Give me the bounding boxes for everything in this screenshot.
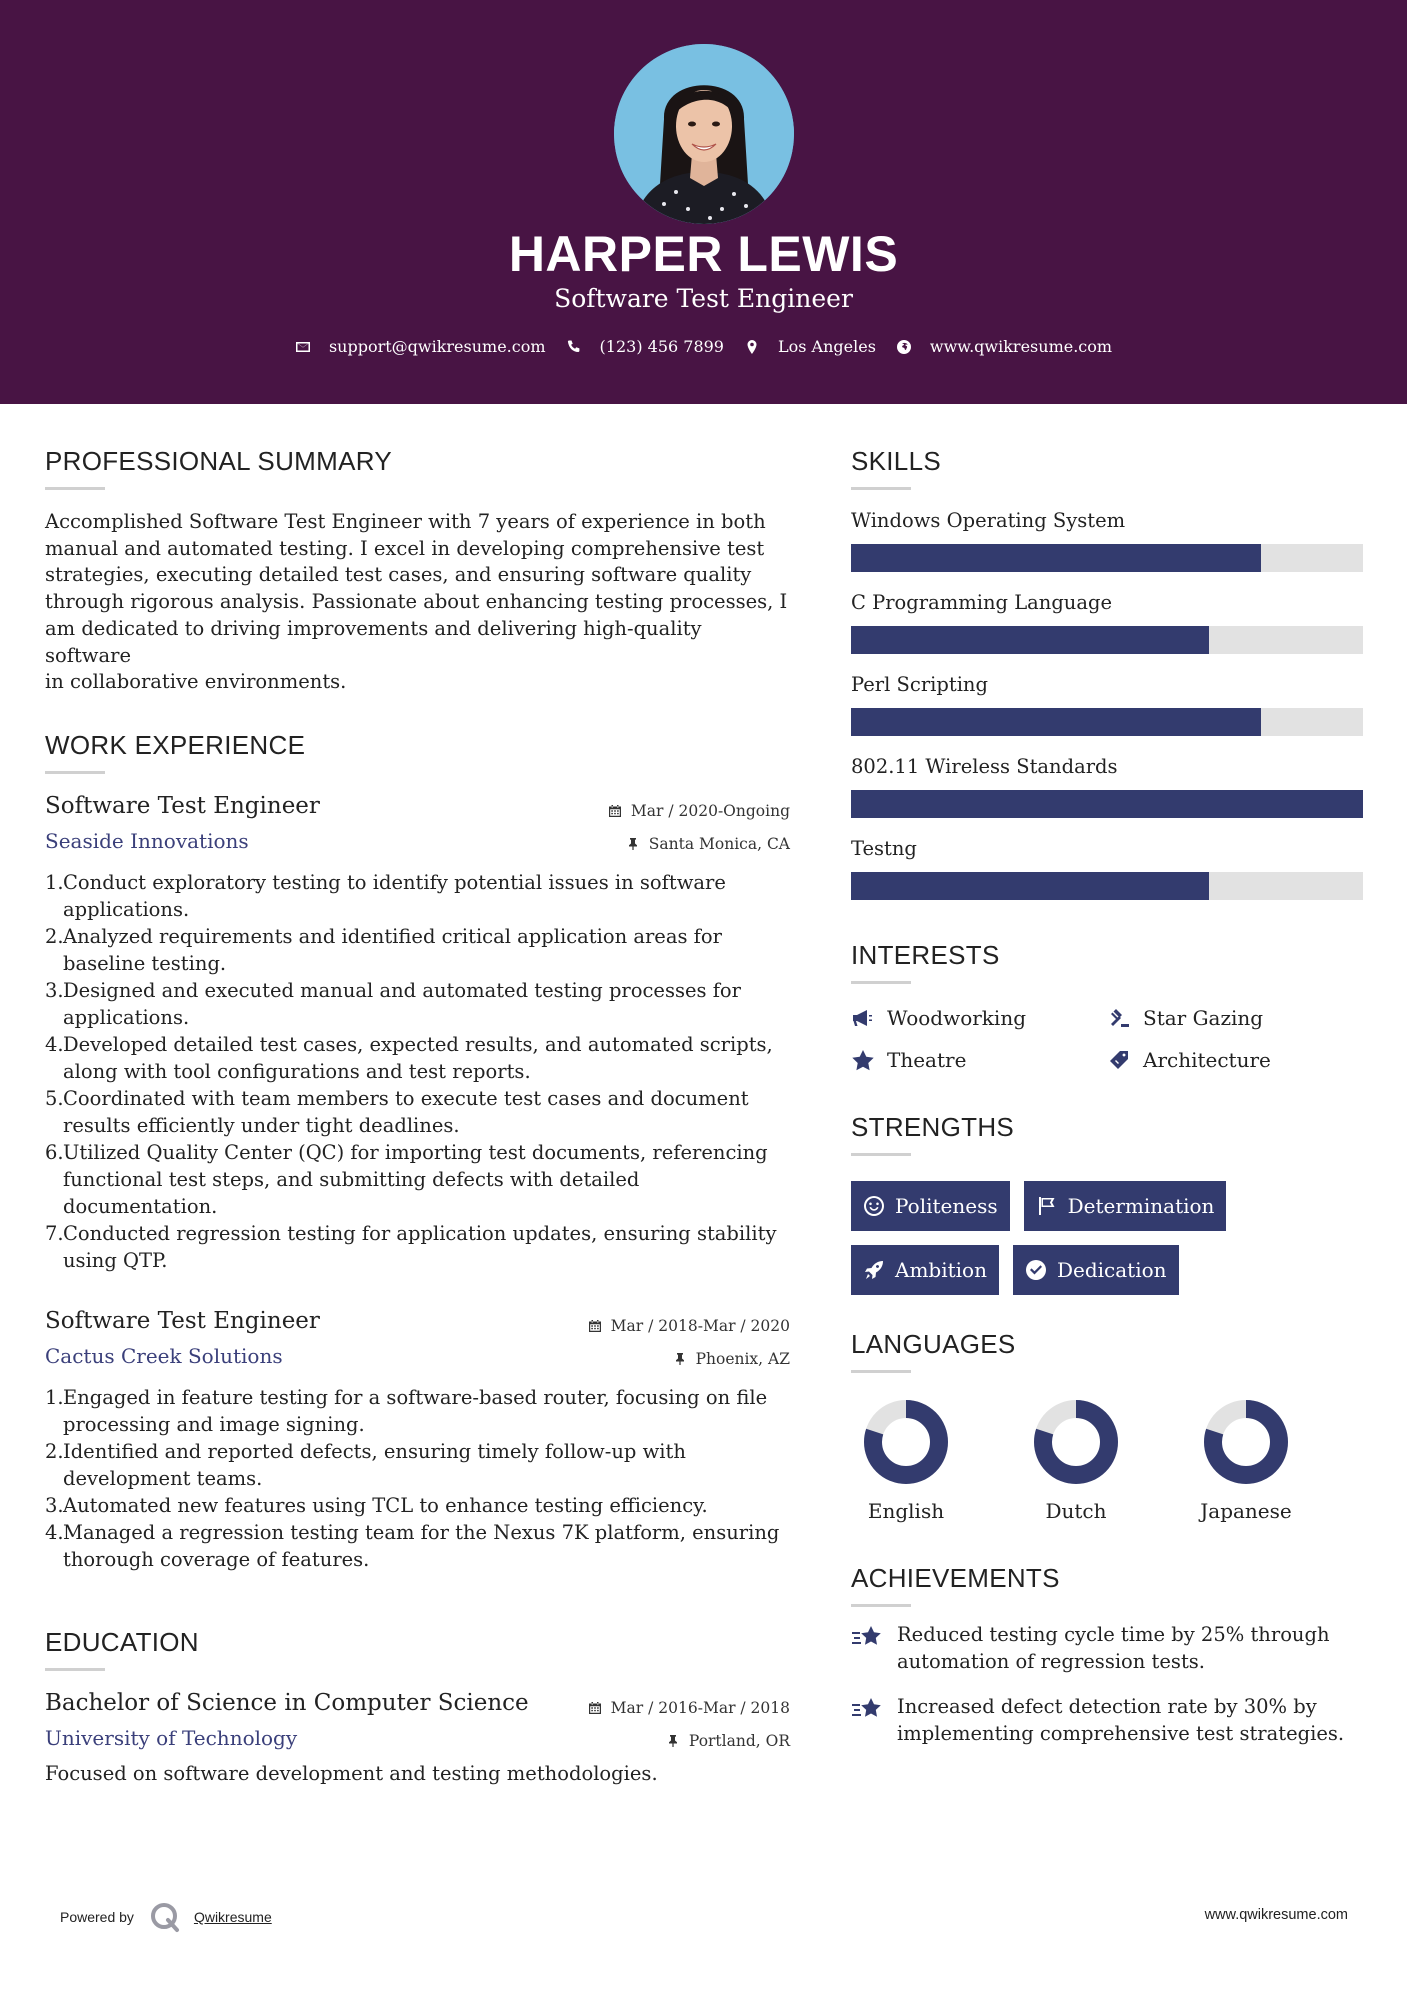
language-name: Japanese bbox=[1200, 1499, 1292, 1523]
map-pin-icon bbox=[744, 339, 760, 355]
strength-chip bbox=[1013, 1245, 1179, 1295]
bullet-line: results efficiently under tight deadlines. bbox=[63, 1113, 460, 1137]
interest-label: Woodworking bbox=[887, 1006, 1027, 1030]
strength-label: Ambition bbox=[895, 1258, 987, 1282]
tag-icon bbox=[1107, 1049, 1131, 1071]
list-item bbox=[45, 1085, 790, 1139]
interest-item bbox=[851, 1006, 1107, 1030]
language-donut bbox=[1032, 1398, 1120, 1486]
contact-bar bbox=[0, 337, 1407, 356]
contact-location-text: Los Angeles bbox=[777, 337, 876, 356]
skill-bar bbox=[851, 708, 1363, 736]
bullet-line: Utilized Quality Center (QC) for importing test documents, referencing bbox=[63, 1140, 768, 1164]
rocket-icon bbox=[863, 1259, 885, 1281]
skill-item bbox=[851, 509, 1363, 572]
bullet-line: Coordinated with team members to execute test cases and document bbox=[63, 1086, 749, 1110]
check-circle-icon bbox=[1025, 1259, 1047, 1281]
bullet-line: thorough coverage of features. bbox=[63, 1547, 370, 1571]
skill-bar-fill bbox=[851, 708, 1261, 736]
summary-text bbox=[45, 509, 790, 696]
calendar-icon bbox=[588, 1319, 602, 1333]
bullet-line: applications. bbox=[63, 897, 190, 921]
strength-chip bbox=[1024, 1181, 1227, 1231]
language-donut bbox=[862, 1398, 950, 1486]
pushpin-icon bbox=[666, 1734, 680, 1748]
bullet-number: 3. bbox=[45, 978, 64, 1002]
achievement-line: automation of regression tests. bbox=[897, 1650, 1205, 1673]
contact-phone-text: (123) 456 7899 bbox=[599, 337, 724, 356]
summary-line: am dedicated to driving improvements and delivering high-quality software bbox=[45, 616, 702, 667]
resume-header bbox=[0, 0, 1407, 404]
skill-bar-fill bbox=[851, 790, 1363, 818]
interest-item bbox=[1107, 1048, 1363, 1072]
job-dates-text: Mar / 2020-Ongoing bbox=[630, 801, 790, 820]
education-entry bbox=[45, 1690, 790, 1785]
achievement-item bbox=[851, 1693, 1363, 1747]
degree-title: Bachelor of Science in Computer Science bbox=[45, 1689, 529, 1716]
job-dates-text: Mar / 2018-Mar / 2020 bbox=[610, 1316, 790, 1335]
bullet-line: using QTP. bbox=[63, 1248, 168, 1272]
strength-label: Determination bbox=[1067, 1194, 1215, 1218]
list-item bbox=[45, 869, 790, 923]
section-title: EDUCATION bbox=[45, 1626, 199, 1657]
left-column bbox=[45, 446, 790, 1785]
powered-by-text: Powered by bbox=[60, 1909, 134, 1925]
section-title: INTERESTS bbox=[851, 940, 1000, 970]
skill-item bbox=[851, 673, 1363, 736]
skill-bar bbox=[851, 626, 1363, 654]
contact-website-text: www.qwikresume.com bbox=[929, 337, 1113, 356]
list-item bbox=[45, 1384, 790, 1438]
strength-label: Politeness bbox=[895, 1194, 998, 1218]
achievement-text bbox=[897, 1621, 1330, 1675]
achievement-item bbox=[851, 1621, 1363, 1675]
bullet-line: Managed a regression testing team for the Nexus 7K platform, ensuring bbox=[63, 1520, 780, 1544]
education-location-text: Portland, OR bbox=[688, 1731, 790, 1750]
interests-section bbox=[851, 940, 1363, 1072]
gavel-icon bbox=[1107, 1007, 1131, 1029]
footer-powered-by bbox=[60, 1900, 272, 1934]
job-location-text: Phoenix, AZ bbox=[695, 1349, 790, 1368]
language-item bbox=[991, 1398, 1161, 1523]
brand-link[interactable]: Qwikresume bbox=[193, 1909, 272, 1925]
pushpin-icon bbox=[673, 1352, 687, 1366]
skill-name: 802.11 Wireless Standards bbox=[851, 755, 1118, 778]
job-entry bbox=[45, 793, 790, 1274]
bullhorn-icon bbox=[851, 1007, 875, 1029]
contact-email[interactable] bbox=[295, 337, 546, 356]
summary-line: Accomplished Software Test Engineer with 7 years of experience in both bbox=[45, 510, 766, 533]
bullet-number: 2. bbox=[45, 924, 64, 948]
skill-item bbox=[851, 837, 1363, 900]
job-bullets bbox=[45, 869, 790, 1274]
skill-bar-fill bbox=[851, 626, 1209, 654]
skill-name: Windows Operating System bbox=[851, 509, 1126, 532]
summary-line: manual and automated testing. I excel in developing comprehensive test bbox=[45, 536, 765, 560]
job-dates bbox=[608, 799, 790, 823]
school-name: University of Technology bbox=[45, 1725, 298, 1750]
bullet-line: development teams. bbox=[63, 1466, 263, 1490]
job-location bbox=[608, 832, 790, 856]
skill-name: C Programming Language bbox=[851, 591, 1113, 614]
candidate-name: HARPER LEWIS bbox=[508, 226, 899, 282]
globe-icon bbox=[896, 339, 912, 355]
flag-icon bbox=[1036, 1195, 1058, 1217]
section-divider bbox=[851, 1370, 911, 1373]
bullet-line: Developed detailed test cases, expected results, and automated scripts, bbox=[63, 1032, 773, 1056]
skills-list bbox=[851, 509, 1363, 900]
education-meta bbox=[588, 1696, 790, 1762]
strengths-section bbox=[851, 1112, 1363, 1295]
strength-chip bbox=[851, 1181, 1010, 1231]
summary-line: through rigorous analysis. Passionate about enhancing testing processes, I bbox=[45, 590, 788, 614]
job-entry bbox=[45, 1308, 790, 1573]
candidate-title: Software Test Engineer bbox=[554, 284, 853, 313]
interest-label: Star Gazing bbox=[1143, 1006, 1264, 1030]
achievement-line: implementing comprehensive test strategies. bbox=[897, 1722, 1345, 1745]
experience-section bbox=[45, 730, 790, 1573]
qwikresume-logo-icon bbox=[148, 1900, 182, 1934]
section-title: WORK EXPERIENCE bbox=[45, 729, 306, 760]
interest-item bbox=[1107, 1006, 1363, 1030]
list-item bbox=[45, 1139, 790, 1220]
summary-line: strategies, executing detailed test cases, and ensuring software quality bbox=[45, 563, 752, 587]
job-company: Cactus Creek Solutions bbox=[45, 1343, 283, 1368]
strength-label: Dedication bbox=[1056, 1258, 1167, 1282]
skill-item bbox=[851, 591, 1363, 654]
footer-website[interactable]: www.qwikresume.com bbox=[1204, 1907, 1348, 1923]
portrait-illustration bbox=[614, 44, 794, 224]
bullet-number: 1. bbox=[45, 1385, 64, 1409]
bullet-number: 4. bbox=[45, 1520, 64, 1544]
contact-email-text: support@qwikresume.com bbox=[328, 337, 546, 356]
pushpin-icon bbox=[626, 837, 640, 851]
profile-photo bbox=[614, 44, 794, 224]
achievement-line: Increased defect detection rate by 30% by bbox=[897, 1695, 1317, 1718]
list-item bbox=[45, 923, 790, 977]
job-location-text: Santa Monica, CA bbox=[648, 834, 790, 853]
section-divider bbox=[45, 771, 105, 774]
shooting-star-icon bbox=[851, 1623, 885, 1653]
interests-list bbox=[851, 1006, 1363, 1072]
section-divider bbox=[45, 1668, 105, 1671]
right-column bbox=[851, 446, 1363, 1747]
section-title: ACHIEVEMENTS bbox=[851, 1563, 1060, 1593]
skill-bar bbox=[851, 790, 1363, 818]
skill-name: Perl Scripting bbox=[851, 673, 988, 696]
job-title: Software Test Engineer bbox=[45, 1307, 320, 1334]
job-meta bbox=[588, 1314, 790, 1380]
bullet-line: Conducted regression testing for application updates, ensuring stability bbox=[63, 1221, 777, 1245]
section-divider bbox=[851, 1604, 911, 1607]
bullet-number: 3. bbox=[45, 1493, 64, 1517]
bullet-number: 7. bbox=[45, 1221, 64, 1245]
language-donut bbox=[1202, 1398, 1290, 1486]
education-dates-text: Mar / 2016-Mar / 2018 bbox=[610, 1698, 790, 1717]
list-item bbox=[45, 1220, 790, 1274]
bullet-line: Engaged in feature testing for a software-based router, focusing on file bbox=[63, 1385, 768, 1409]
bullet-line: Automated new features using TCL to enhance testing efficiency. bbox=[63, 1493, 708, 1517]
contact-phone[interactable] bbox=[566, 337, 724, 356]
section-title: SKILLS bbox=[851, 446, 941, 476]
strengths-list bbox=[851, 1181, 1251, 1295]
bullet-number: 5. bbox=[45, 1086, 64, 1110]
section-divider bbox=[851, 1153, 911, 1156]
interest-item bbox=[851, 1048, 1107, 1072]
job-bullets bbox=[45, 1384, 790, 1573]
bullet-line: processing and image signing. bbox=[63, 1412, 365, 1436]
star-icon bbox=[851, 1049, 875, 1071]
list-item bbox=[45, 1438, 790, 1492]
section-title: PROFESSIONAL SUMMARY bbox=[45, 446, 392, 476]
bullet-number: 2. bbox=[45, 1439, 64, 1463]
shooting-star-icon bbox=[851, 1695, 885, 1725]
contact-website[interactable] bbox=[896, 337, 1112, 356]
education-description: Focused on software development and testing methodologies. bbox=[45, 1761, 658, 1785]
calendar-icon bbox=[608, 804, 622, 818]
strength-chip bbox=[851, 1245, 999, 1295]
contact-location bbox=[744, 337, 876, 356]
envelope-icon bbox=[295, 339, 311, 355]
skill-bar-fill bbox=[851, 872, 1209, 900]
section-divider bbox=[851, 487, 911, 490]
bullet-line: Designed and executed manual and automated testing processes for bbox=[63, 978, 741, 1002]
bullet-line: functional test steps, and submitting defects with detailed documentation. bbox=[63, 1167, 640, 1218]
language-name: Dutch bbox=[1045, 1499, 1107, 1523]
education-dates bbox=[588, 1696, 790, 1720]
list-item bbox=[45, 1492, 790, 1519]
language-item bbox=[821, 1398, 991, 1523]
language-name: English bbox=[867, 1499, 945, 1523]
bullet-line: Analyzed requirements and identified critical application areas for bbox=[63, 924, 722, 948]
job-company: Seaside Innovations bbox=[45, 828, 249, 853]
smile-icon bbox=[863, 1195, 885, 1217]
calendar-icon bbox=[588, 1701, 602, 1715]
interest-label: Architecture bbox=[1143, 1048, 1271, 1072]
skill-name: Testng bbox=[851, 837, 917, 860]
bullet-line: along with tool configurations and test reports. bbox=[63, 1059, 531, 1083]
achievements-section bbox=[851, 1563, 1363, 1747]
phone-icon bbox=[566, 339, 582, 355]
job-dates bbox=[588, 1314, 790, 1338]
job-meta bbox=[608, 799, 790, 865]
bullet-line: Conduct exploratory testing to identify potential issues in software bbox=[63, 870, 726, 894]
job-title: Software Test Engineer bbox=[45, 792, 320, 819]
skill-bar bbox=[851, 872, 1363, 900]
job-location bbox=[588, 1347, 790, 1371]
section-title: LANGUAGES bbox=[851, 1329, 1016, 1359]
bullet-line: baseline testing. bbox=[63, 951, 227, 975]
bullet-number: 4. bbox=[45, 1032, 64, 1056]
languages-section bbox=[851, 1329, 1363, 1523]
skill-item bbox=[851, 755, 1363, 818]
language-item bbox=[1161, 1398, 1331, 1523]
section-title: STRENGTHS bbox=[851, 1112, 1015, 1142]
list-item bbox=[45, 1031, 790, 1085]
languages-list bbox=[851, 1398, 1363, 1523]
achievement-line: Reduced testing cycle time by 25% through bbox=[897, 1623, 1330, 1646]
section-divider bbox=[45, 487, 105, 490]
skill-bar bbox=[851, 544, 1363, 572]
skills-section bbox=[851, 446, 1363, 900]
summary-section bbox=[45, 446, 790, 696]
list-item bbox=[45, 1519, 790, 1573]
summary-line: in collaborative environments. bbox=[45, 670, 347, 694]
education-location bbox=[588, 1729, 790, 1753]
bullet-line: applications. bbox=[63, 1005, 190, 1029]
bullet-line: Identified and reported defects, ensuring timely follow-up with bbox=[63, 1439, 686, 1463]
bullet-number: 6. bbox=[45, 1140, 64, 1164]
achievement-text bbox=[897, 1693, 1344, 1747]
interest-label: Theatre bbox=[887, 1048, 967, 1072]
skill-bar-fill bbox=[851, 544, 1261, 572]
education-section bbox=[45, 1627, 790, 1785]
list-item bbox=[45, 977, 790, 1031]
section-divider bbox=[851, 981, 911, 984]
bullet-number: 1. bbox=[45, 870, 64, 894]
